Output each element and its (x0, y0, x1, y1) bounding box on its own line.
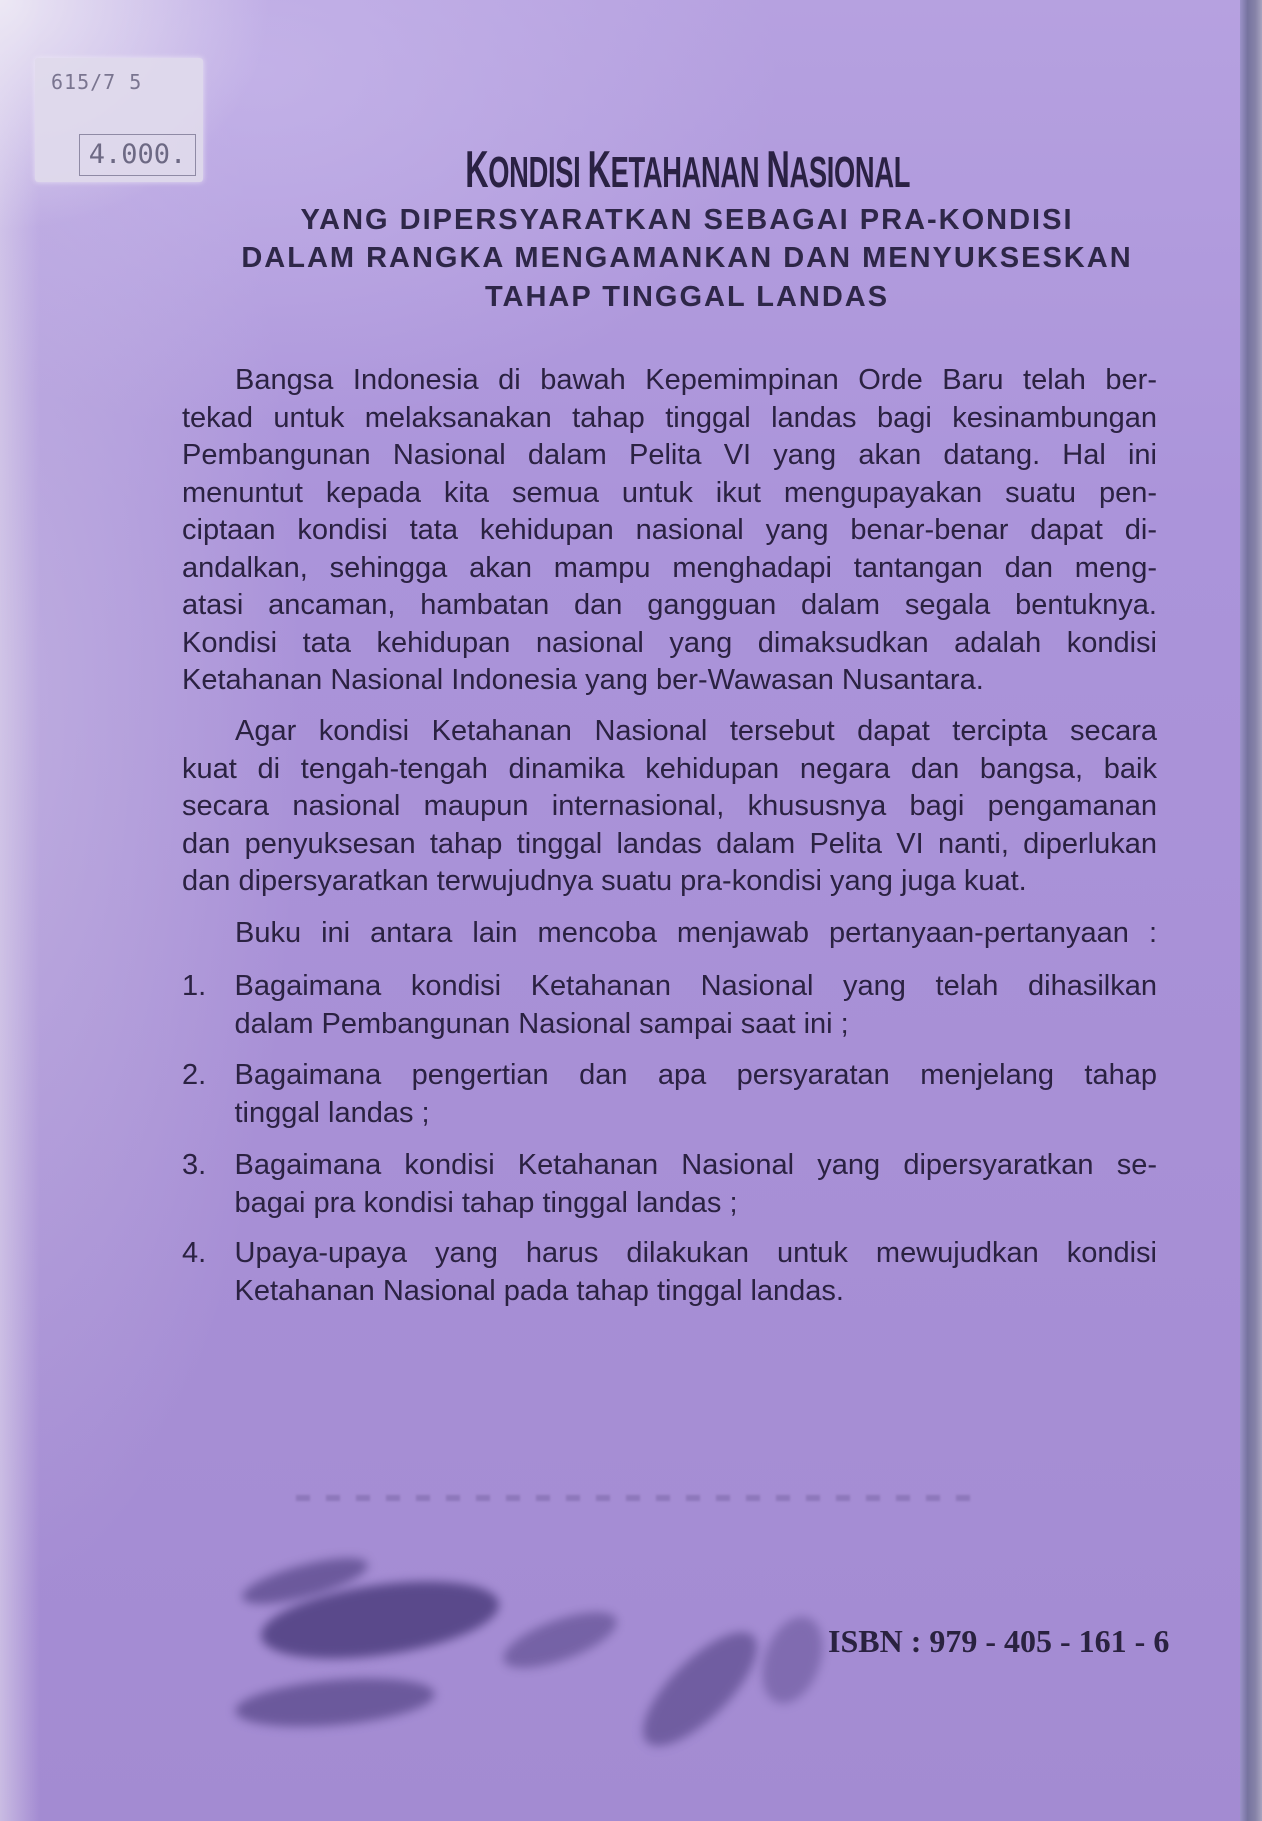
isbn-number: ISBN : 979 - 405 - 161 - 6 (828, 1623, 1170, 1659)
title-smallcaps: ETAHANAN (610, 148, 760, 197)
text-line: andalkan, sehingga akan mampu menghadapi tantangan dan meng- (182, 551, 1157, 584)
text-line: tinggal landas ; (234, 1096, 430, 1129)
text-line: secara nasional maupun internasional, khususnya bagi pengamanan (182, 790, 1157, 822)
text-line: Bagaimana pengertian dan apa persyaratan menjelang tahap (234, 1059, 1157, 1091)
sticker-price: 4.000. (79, 134, 196, 176)
text-line: Agar kondisi Ketahanan Nasional tersebut dapat tercipta secara (235, 715, 1157, 747)
title-smallcaps: ASIONAL (789, 148, 911, 197)
text-line: Pembangunan Nasional dalam Pelita VI yang akan datang. Hal ini (182, 439, 1157, 471)
text-line: atasi ancaman, hambatan dan gangguan dalam segala bentuknya. (182, 589, 1157, 621)
price-sticker (35, 58, 203, 182)
text-line: menuntut kepada kita semua untuk ikut mengupayakan suatu pen- (182, 476, 1157, 509)
question-text (235, 1057, 1158, 1132)
paragraph-3 (182, 915, 1157, 953)
question-number: 2. (182, 1059, 207, 1091)
subtitle-line: DALAM RANGKA MENGAMANKAN DAN MENYUKSESKAN (241, 242, 1133, 275)
title-initial: N (766, 141, 790, 199)
text-line: Ketahanan Nasional pada tahap tinggal landas. (234, 1274, 844, 1307)
question-text (235, 968, 1158, 1043)
ink-smudge (497, 1601, 623, 1680)
subtitle-line: TAHAP TINGGAL LANDAS (484, 280, 890, 313)
paragraph-2 (182, 713, 1157, 901)
text-line: dan dipersyaratkan terwujudnya suatu pra-kondisi yang juga kuat. (182, 865, 1027, 897)
subtitle-line: YANG DIPERSYARATKAN SEBAGAI PRA-KONDISI (300, 204, 1074, 236)
question-item (182, 968, 1157, 1043)
ink-smudge (233, 1671, 436, 1733)
paragraph-1 (182, 362, 1157, 700)
text-line: Upaya-upaya yang harus dilakukan untuk mewujudkan kondisi (234, 1237, 1157, 1269)
text-line: Kondisi tata kehidupan nasional yang dimaksudkan adalah kondisi (182, 626, 1157, 659)
ink-smudge (751, 1608, 833, 1711)
question-item (182, 1147, 1157, 1222)
subtitle-block (180, 201, 1194, 316)
text-line: ciptaan kondisi tata kehidupan nasional yang benar-benar dapat di- (182, 514, 1157, 546)
question-text (235, 1147, 1158, 1222)
scuff-marks (296, 1495, 986, 1501)
question-number: 1. (182, 970, 207, 1002)
text-line: Ketahanan Nasional Indonesia yang ber-Wawasan Nusantara. (182, 664, 984, 696)
text-line: Bagaimana kondisi Ketahanan Nasional yang dipersyaratkan se- (234, 1149, 1157, 1181)
title-initial: K (587, 141, 611, 199)
text-line: tekad untuk melaksanakan tahap tinggal landas bagi kesinambungan (182, 401, 1157, 434)
question-item (182, 1057, 1157, 1132)
text-line: Bagaimana kondisi Ketahanan Nasional yang telah dihasilkan (234, 970, 1157, 1002)
text-line: dalam Pembangunan Nasional sampai saat ini ; (234, 1007, 849, 1040)
question-text (235, 1235, 1158, 1310)
title-block (180, 141, 1196, 199)
text-line: dan penyuksesan tahap tinggal landas dalam Pelita VI nanti, diperlukan (182, 827, 1157, 860)
book-title (465, 141, 911, 199)
text-line: bagai pra kondisi tahap tinggal landas ; (234, 1186, 738, 1219)
text-line: Buku ini antara lain mencoba menjawab pertanyaan-pertanyaan : (235, 917, 1157, 949)
question-item (182, 1235, 1157, 1310)
text-line: kuat di tengah-tengah dinamika kehidupan negara dan bangsa, baik (182, 752, 1157, 785)
question-number: 3. (182, 1149, 207, 1181)
question-number: 4. (182, 1237, 207, 1269)
text-line: Bangsa Indonesia di bawah Kepemimpinan Orde Baru telah ber- (235, 364, 1157, 396)
sticker-code: 615/7 5 (51, 70, 143, 94)
title-initial: K (465, 141, 489, 199)
ink-smudge (626, 1615, 773, 1762)
cover-edge (1240, 0, 1262, 1821)
title-smallcaps: ONDISI (488, 148, 581, 197)
